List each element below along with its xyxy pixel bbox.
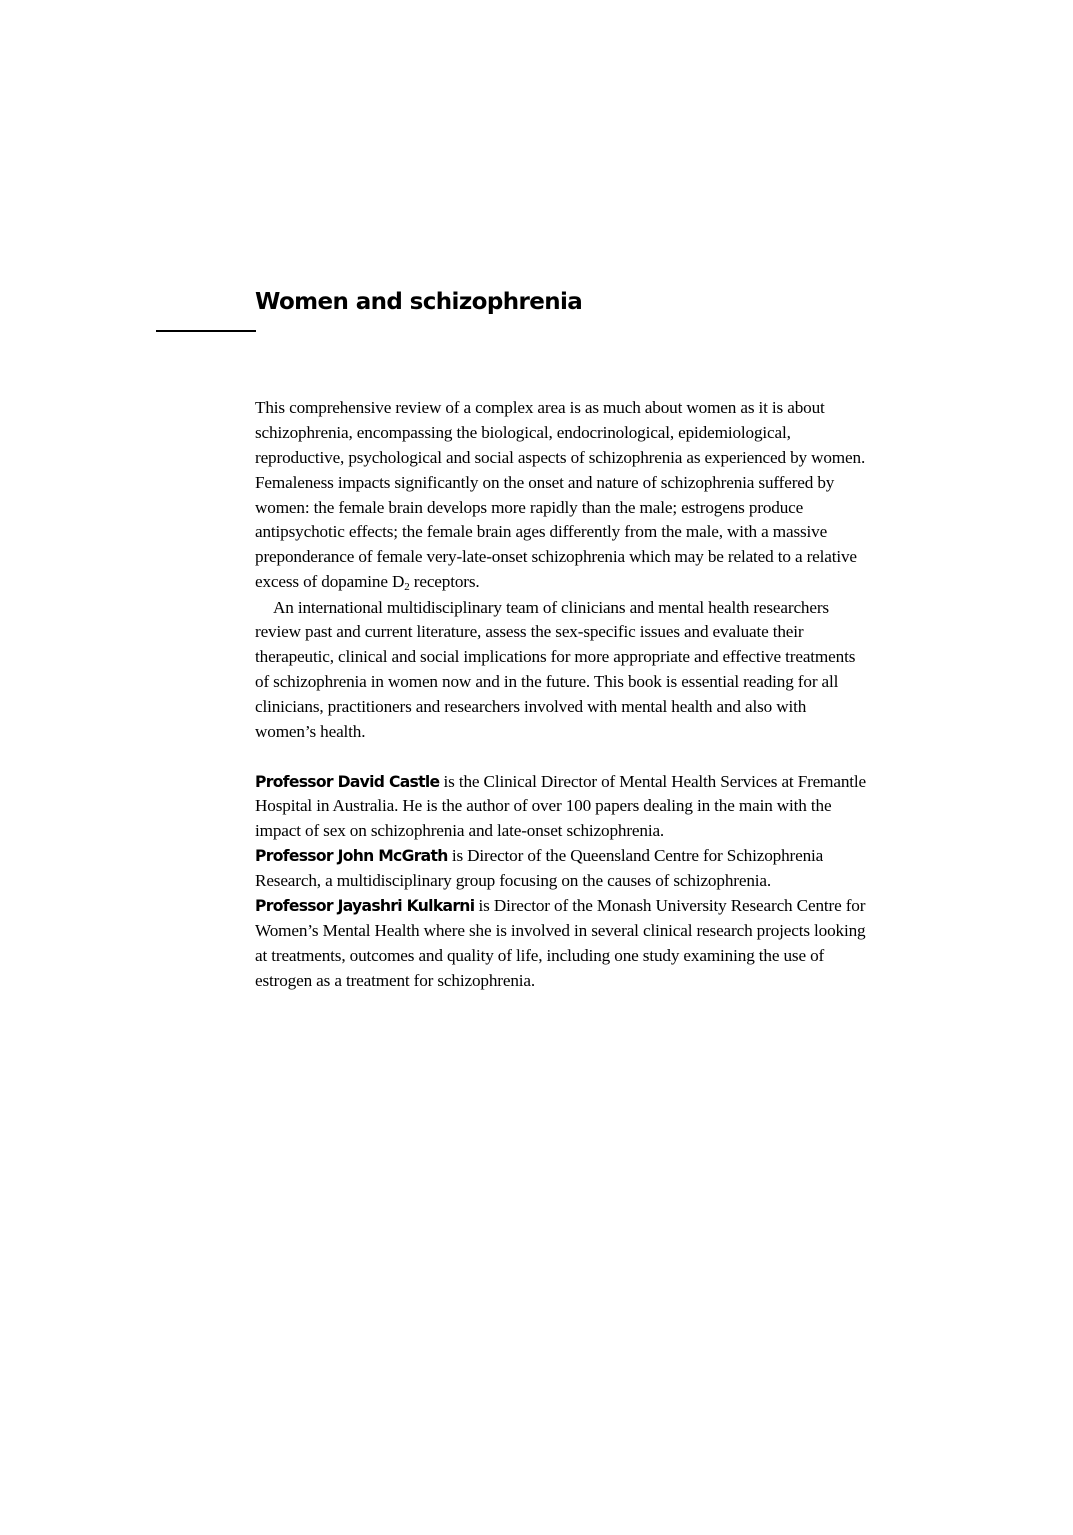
text-line [255, 570, 945, 595]
text-line: estrogen as a treatment for schizophrenia. [255, 970, 536, 990]
text-line: Hospital in Australia. He is the author of over 100 papers dealing in the main with the [255, 796, 832, 816]
text-line: schizophrenia, encompassing the biological, endocrinological, epidemiological, [255, 422, 791, 442]
text-line: review past and current literature, assess the sex-specific issues and evaluate their [255, 622, 804, 642]
text-line: therapeutic, clinical and social implications for more appropriate and effective treatments [255, 647, 856, 667]
bio-castle [255, 770, 945, 795]
bio-kulkarni [255, 894, 945, 919]
text-line: This comprehensive review of a complex area is as much about women as it is about [255, 398, 825, 417]
text-line: women: the female brain develops more rapidly than the male; estrogens produce [255, 497, 804, 517]
text-line: clinicians, practitioners and researchers involved with mental health and also with [255, 697, 807, 717]
text-line: Femaleness impacts significantly on the onset and nature of schizophrenia suffered by [255, 472, 835, 492]
text-line: impact of sex on schizophrenia and late-onset schizophrenia. [255, 821, 665, 841]
description-paragraph-2 [255, 596, 945, 745]
text-fragment: receptors. [409, 572, 480, 592]
text-line: Women’s Mental Health where she is involved in several clinical research projects looking [255, 920, 866, 940]
text-line: of schizophrenia in women now and in the future. This book is essential reading for all [255, 672, 839, 692]
bio-text: is Director of the Monash University Research Centre for [474, 895, 866, 915]
text-line: antipsychotic effects; the female brain ages differently from the male, with a massive [255, 522, 828, 542]
bio-text: is Director of the Queensland Centre for Schizophrenia [447, 846, 824, 866]
text-line: women’s health. [255, 721, 366, 741]
author-name: Professor Jayashri Kulkarni [255, 896, 475, 915]
bio-mcgrath [255, 844, 945, 869]
subscript: 2 [404, 581, 410, 594]
text-fragment: excess of dopamine D [255, 572, 405, 592]
author-name: Professor David Castle [255, 772, 440, 791]
text-line: An international multidisciplinary team of clinicians and mental health researchers [273, 597, 829, 617]
text-line: reproductive, psychological and social aspects of schizophrenia as experienced by women. [255, 447, 866, 467]
text-line: at treatments, outcomes and quality of life, including one study examining the use of [255, 945, 825, 965]
description-paragraph-1 [255, 396, 945, 595]
text-line: Research, a multidisciplinary group focusing on the causes of schizophrenia. [255, 871, 772, 891]
author-name: Professor John McGrath [255, 847, 448, 866]
bio-text: is the Clinical Director of Mental Health Services at Fremantle [439, 771, 867, 791]
page-title: Women and schizophrenia [255, 289, 583, 315]
title-rule-divider [156, 330, 256, 332]
author-bios [255, 770, 945, 994]
text-line: preponderance of female very-late-onset schizophrenia which may be related to a relative [255, 547, 857, 567]
